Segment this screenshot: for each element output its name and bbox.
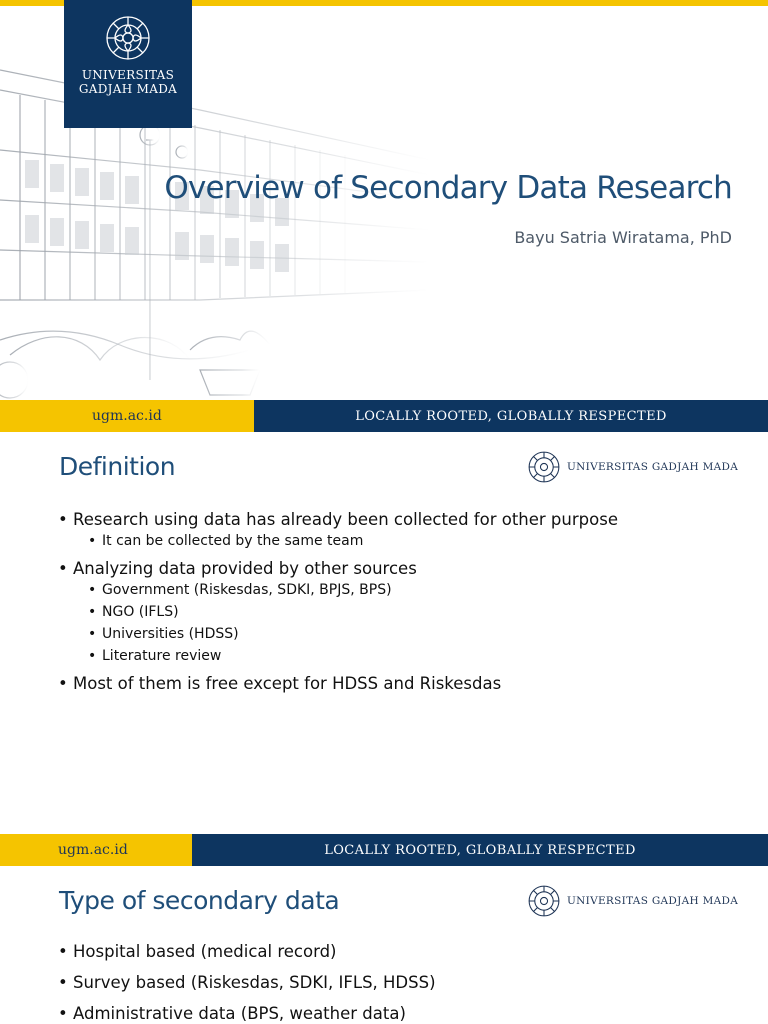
presentation-title: Overview of Secondary Data Research bbox=[164, 170, 732, 206]
brand-name: UNIVERSITAS GADJAH MADA bbox=[567, 895, 739, 907]
list-item: • Most of them is free except for HDSS and Riskesdas bbox=[58, 674, 618, 693]
logo-line-1: UNIVERSITAS bbox=[81, 68, 175, 82]
brand-mark bbox=[527, 450, 738, 484]
list-item: • Research using data has already been collected for other purpose bbox=[58, 510, 618, 529]
footer-bar bbox=[0, 834, 768, 866]
university-logo bbox=[64, 0, 192, 128]
footer-url: ugm.ac.id bbox=[0, 834, 192, 866]
list-item: • It can be collected by the same team bbox=[58, 533, 618, 549]
ugm-seal-icon bbox=[104, 14, 152, 62]
footer-motto: LOCALLY ROOTED, GLOBALLY RESPECTED bbox=[254, 400, 768, 432]
ugm-seal-icon bbox=[527, 884, 561, 918]
slide-heading: Definition bbox=[59, 452, 176, 481]
definition-slide bbox=[0, 440, 768, 824]
list-item: • Universities (HDSS) bbox=[58, 626, 618, 642]
ugm-seal-icon bbox=[527, 450, 561, 484]
types-bullet-list bbox=[58, 942, 436, 1023]
list-item: • Hospital based (medical record) bbox=[58, 942, 436, 961]
logo-wordmark bbox=[79, 68, 177, 96]
logo-line-2: GADJAH MADA bbox=[78, 82, 178, 96]
footer-url: ugm.ac.id bbox=[0, 400, 254, 432]
list-item: • Analyzing data provided by other sources bbox=[58, 559, 618, 578]
footer-bar bbox=[0, 400, 768, 432]
brand-mark bbox=[527, 884, 738, 918]
definition-bullet-list bbox=[58, 510, 618, 693]
types-slide bbox=[0, 870, 768, 1024]
brand-name: UNIVERSITAS GADJAH MADA bbox=[567, 461, 739, 473]
title-slide bbox=[0, 0, 768, 432]
presentation-author: Bayu Satria Wiratama, PhD bbox=[514, 228, 732, 247]
list-item: • Survey based (Riskesdas, SDKI, IFLS, HDSS) bbox=[58, 973, 436, 992]
list-item: • Literature review bbox=[58, 648, 618, 664]
list-item: • NGO (IFLS) bbox=[58, 604, 618, 620]
list-item: • Government (Riskesdas, SDKI, BPJS, BPS) bbox=[58, 582, 618, 598]
slide-heading: Type of secondary data bbox=[59, 886, 340, 915]
list-item: • Administrative data (BPS, weather data) bbox=[58, 1004, 436, 1023]
footer-motto: LOCALLY ROOTED, GLOBALLY RESPECTED bbox=[192, 834, 768, 866]
